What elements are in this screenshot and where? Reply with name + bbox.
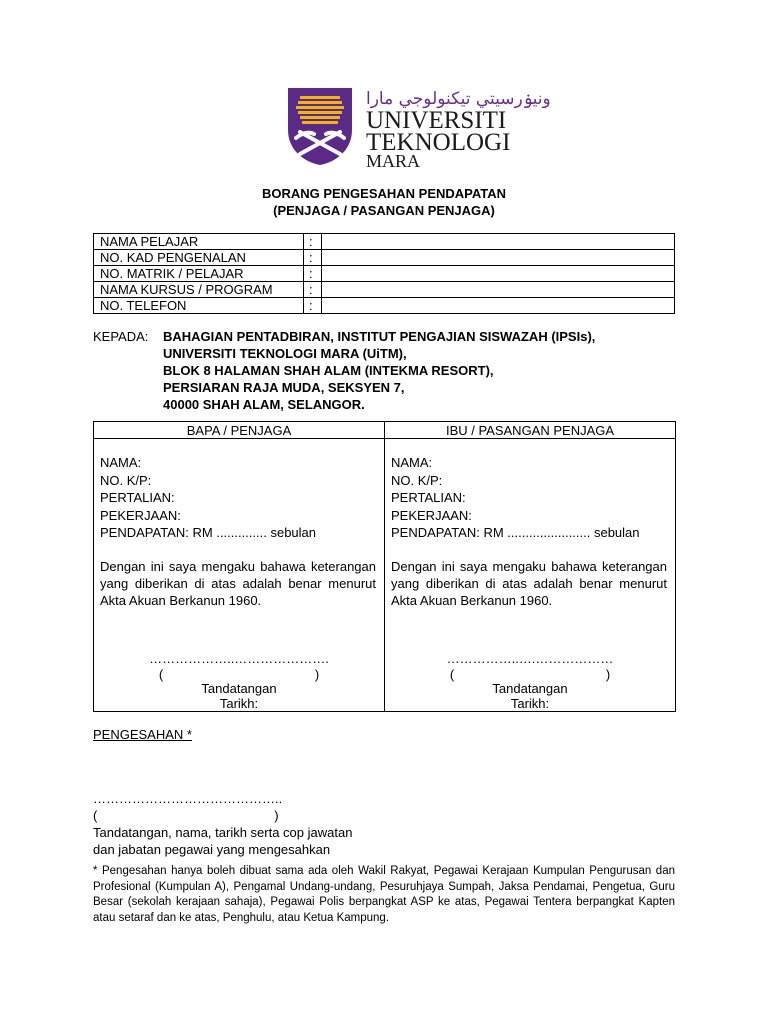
verifier-name-bracket: ( ) — [93, 808, 279, 823]
row-colon: : — [304, 282, 322, 298]
father-declaration: Dengan ini saya mengaku bahawa keterangan yang diberikan di atas adalah benar menurut Akta Akuan Berkanun 1960. — [100, 559, 376, 608]
mother-declaration: Dengan ini saya mengaku bahawa keterangan yang diberikan di atas adalah benar menurut Akta Akuan Berkanun 1960. — [391, 559, 667, 608]
address-line: PERSIARAN RAJA MUDA, SEKSYEN 7, — [163, 380, 405, 395]
mother-column-header: IBU / PASANGAN PENJAGA — [445, 423, 615, 438]
row-colon: : — [304, 250, 322, 266]
form-subtitle: (PENJAGA / PASANGAN PENJAGA) — [273, 203, 495, 218]
logo-line-mara: MARA — [366, 151, 421, 171]
row-label: NAMA PELAJAR — [94, 234, 304, 250]
phone-number-field[interactable] — [322, 298, 675, 314]
verification-block — [93, 790, 352, 858]
mother-spouse-column — [385, 422, 675, 711]
address-line: BAHAGIAN PENTADBIRAN, INSTITUT PENGAJIAN SISWAZAH (IPSIs), — [163, 329, 596, 344]
row-label: NO. TELEFON — [94, 298, 304, 314]
student-name-field[interactable] — [322, 234, 675, 250]
father-signature-line[interactable]: ………………..…………………. — [149, 651, 329, 666]
row-label: NO. KAD PENGENALAN — [94, 250, 304, 266]
row-colon: : — [304, 298, 322, 314]
verifier-signature-line[interactable]: …………………………………….. — [93, 791, 283, 806]
logo-jawi-text: ونيۏرسيتي تيكنولوجي مارا — [366, 89, 551, 109]
logo-line-universiti: UNIVERSITI — [366, 107, 507, 134]
table-row — [94, 234, 675, 250]
mother-date-label: Tarikh: — [510, 696, 550, 711]
verification-heading: PENGESAHAN * — [93, 727, 192, 742]
mother-occupation-field[interactable]: PEKERJAAN: — [391, 507, 472, 523]
ic-number-field[interactable] — [322, 250, 675, 266]
student-info-table — [93, 233, 675, 314]
logo-line-teknologi: TEKNOLOGI — [366, 129, 511, 156]
mother-fields — [391, 454, 640, 542]
uitm-logo — [286, 86, 551, 171]
father-name-field[interactable]: NAMA: — [100, 455, 142, 470]
course-name-field[interactable] — [322, 282, 675, 298]
table-row — [94, 250, 675, 266]
mother-signature-label: Tandatangan — [492, 681, 568, 696]
mother-signature-line[interactable]: ……………..….……………… — [446, 651, 614, 666]
father-fields — [100, 454, 316, 542]
address-lines — [163, 328, 595, 413]
address-line: 40000 SHAH ALAM, SELANGOR. — [163, 397, 365, 412]
logo-wordmark — [366, 86, 511, 171]
father-relation-field[interactable]: PERTALIAN: — [100, 490, 175, 505]
table-row — [94, 298, 675, 314]
form-title: BORANG PENGESAHAN PENDAPATAN — [261, 186, 507, 201]
verifier-instruction-line2: dan jabatan pegawai yang mengesahkan — [93, 842, 331, 857]
mother-income-field[interactable]: PENDAPATAN: RM ....................... sebulan — [391, 525, 640, 540]
row-colon: : — [304, 266, 322, 282]
father-ic-field[interactable]: NO. K/P: — [100, 472, 152, 488]
kepada-label: KEPADA: — [93, 329, 149, 344]
father-guardian-column — [94, 422, 384, 711]
row-colon: : — [304, 234, 322, 250]
mother-name-field[interactable]: NAMA: — [391, 455, 433, 470]
table-row — [94, 266, 675, 282]
row-label: NO. MATRIK / PELAJAR — [94, 266, 304, 282]
footnote: * Pengesahan hanya boleh dibuat sama ada oleh Wakil Rakyat, Pegawai Kerajaan Kumpulan Pengurusan dan Profesional (Kumpulan A), Pengamal Undang-undang, Pesuruhjaya Sumpah, Jaksa Pendamai, Pengetua, Guru Besar (sekolah kerajaan sahaja), Pegawai Polis berpangkat ASP ke atas, Pegawai Tentera berpangkat Kapten atau setaraf dan ke atas, Penghulu, atau Ketua Kampung. — [93, 865, 675, 924]
mother-name-bracket: ( ) — [449, 667, 611, 682]
father-income-field[interactable]: PENDAPATAN: RM .............. sebulan — [100, 525, 317, 540]
mother-relation-field[interactable]: PERTALIAN: — [391, 490, 466, 505]
father-name-bracket: ( ) — [158, 667, 320, 682]
row-label: NAMA KURSUS / PROGRAM — [94, 282, 304, 298]
guardian-income-box — [93, 421, 676, 712]
address-line: UNIVERSITI TEKNOLOGI MARA (UiTM), — [163, 346, 407, 361]
mother-ic-field[interactable]: NO. K/P: — [391, 472, 443, 488]
father-column-header: BAPA / PENJAGA — [186, 423, 292, 438]
matric-number-field[interactable] — [322, 266, 675, 282]
table-row — [94, 282, 675, 298]
verifier-instruction-line1: Tandatangan, nama, tarikh serta cop jawatan — [93, 825, 353, 840]
uitm-shield-icon — [286, 86, 354, 166]
address-line: BLOK 8 HALAMAN SHAH ALAM (INTEKMA RESORT), — [163, 363, 494, 378]
father-signature-label: Tandatangan — [201, 681, 277, 696]
father-date-label: Tarikh: — [219, 696, 259, 711]
father-occupation-field[interactable]: PEKERJAAN: — [100, 507, 181, 523]
